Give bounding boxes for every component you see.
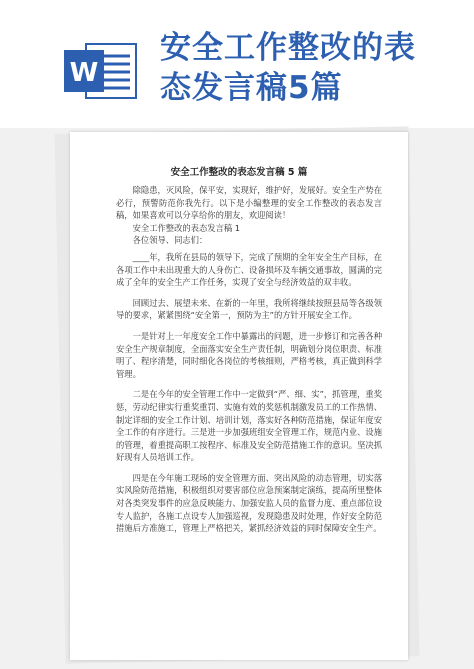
paragraph-salutation: 各位领导、同志们： (132, 235, 208, 246)
paragraph-point-one: 一是针对上一年度安全工作中暴露出的问题，进一步修订和完善各种安全生产规章制度，全面落实安全生产责任制，明确划分岗位职责、标准明了、程序清楚，同时细化各岗位的考核细则，严格考核，真正做到科学管理。 (116, 330, 382, 379)
document-body (116, 184, 382, 535)
paragraph-outlook: 回顾过去、展望未来、在新的一年里，我所将继续按照县局等各级领导的要求，紧紧围绕“安全第一，预防为主”的方针开展安全工作。 (116, 297, 382, 321)
paragraph-intro: 除隐患，灭风险，保平安，实现好，维护好，发展好。安全生产势在必行，预警防范你我先行。以下是小编整理的安全工作整改的表态发言稿，如果喜欢可以分享给你的朋友，欢迎阅读！ (116, 185, 382, 221)
svg-text:W: W (69, 58, 99, 88)
header-banner (0, 0, 474, 128)
word-document-icon (62, 40, 140, 102)
paragraph-point-two-three: 二是在今年的安全管理工作中一定做到“严、细、实”，抓管理，重奖惩，劳动纪律实行重奖重罚、实施有效的奖惩机制激发员工的工作热情、制定详细的安全工作计划、培训计划，落实好各种防范措施，保证年度安全工作的有序进行。三是进一步加强班组安全管理工作，规范内业、设施的管理，着重提高职工按程序、标准及安全防范措施工作的意识。坚决抓好现有人员培训工作。 (116, 389, 382, 463)
page-title (160, 28, 460, 108)
page-title-line-1: 安全工作整改的表 (160, 30, 416, 66)
page-title-line-2: 态发言稿5篇 (160, 70, 343, 106)
paragraph-subtitle: 安全工作整改的表态发言稿 1 (132, 222, 241, 233)
paragraph-point-four: 四是在今年施工现场的安全管理方面、突出风险的动态管理，切实落实风险防范措施，积极组织对要害部位应急预案制定演练，提高所里整体对各类突发事件的应急反映能力、加强安监人员的监督力度、重点部位设专人监护，各施工点设专人加强巡视，发现隐患及时处理，作好安全防范措施后方准施工，管理上严格把关，紧抓经济效益的同时保障安全生产。 (116, 472, 382, 534)
document-page[interactable] (70, 132, 408, 660)
document-title: 安全工作整改的表态发言稿 5 篇 (170, 167, 308, 178)
paragraph-summary: ____年，我所在县局的领导下，完成了预期的全年安全生产目标，在各项工作中未出现重大的人身伤亡、设备损坏及车辆交通事故，圆满的完成了全年的安全生产工作任务，实现了安全与经济效益的双丰收。 (116, 251, 382, 288)
